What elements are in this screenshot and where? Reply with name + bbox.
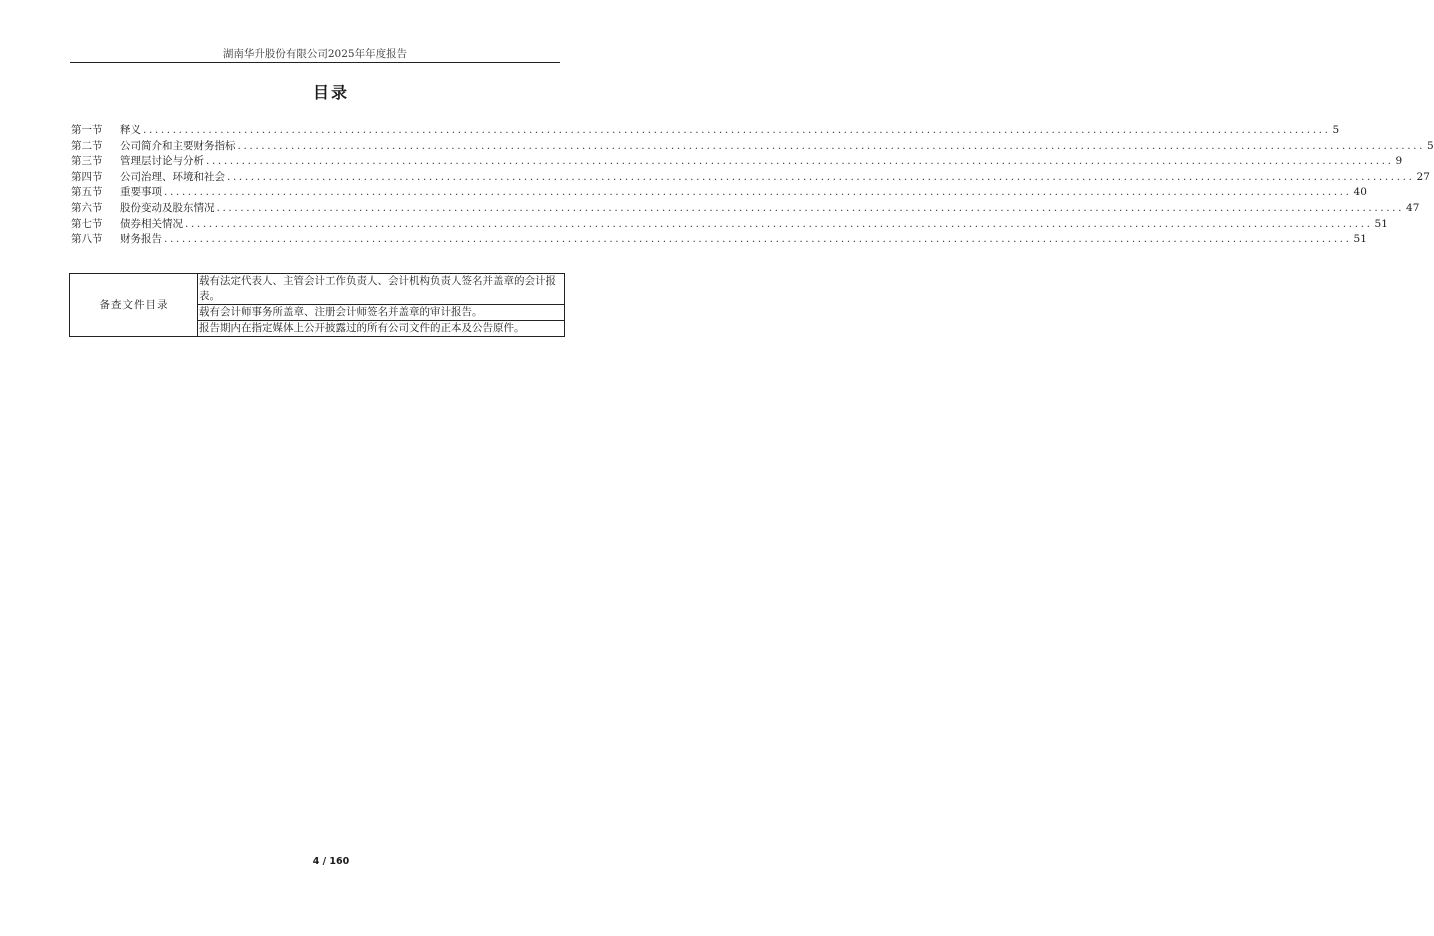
toc-entry[interactable] [71,217,1388,233]
header-rule [70,62,560,63]
toc-page-number: 5 [1332,124,1340,136]
toc-leader-dots: ........................................................................................................................................................................................................ [216,201,1405,214]
toc-leader-dots: ........................................................................................................................................................................................................ [237,139,1426,152]
toc-section-number: 第六节 [71,201,103,214]
toc-page-number: 27 [1416,170,1430,183]
toc-section-number: 第五节 [71,186,103,199]
toc-section-title: 公司治理、环境和社会 [120,170,225,183]
toc-leader-dots: ........................................................................................................................................................................................................ [185,217,1373,230]
toc-leader-dots: ........................................................................................................................................................................................................ [164,233,1352,246]
reference-documents-label: 备查文件目录 [70,274,198,337]
toc-leader-dots: ........................................................................................................................................................................................................ [164,186,1352,199]
table-of-contents [71,123,1434,248]
toc-entry[interactable] [71,154,1403,170]
toc-leader-dots: ........................................................................................................................................................................................................ [227,170,1415,183]
toc-section-title: 管理层讨论与分析 [120,155,204,168]
toc-page-number: 51 [1353,233,1367,246]
toc-section-number: 第一节 [71,124,103,136]
toc-section-number: 第二节 [71,139,103,152]
toc-entry[interactable] [71,185,1367,201]
toc-page-number: 47 [1406,201,1420,214]
toc-section-title: 释义 [120,124,141,136]
toc-entry[interactable] [71,232,1367,248]
toc-section-title: 公司简介和主要财务指标 [120,139,236,152]
toc-leader-dots: ........................................................................................................................................................................................................ [143,124,1331,136]
toc-entry[interactable] [71,123,1340,139]
toc-page-number: 9 [1395,155,1403,168]
toc-entry[interactable] [71,139,1434,155]
page-header: 湖南华升股份有限公司2025年年度报告 [222,48,408,60]
toc-page-number: 51 [1374,217,1388,230]
toc-page-number: 40 [1353,186,1367,199]
toc-section-title: 债券相关情况 [120,217,183,230]
toc-section-number: 第七节 [71,217,103,230]
reference-document-item: 报告期内在指定媒体上公开披露过的所有公司文件的正本及公告原件。 [198,321,565,337]
toc-entry[interactable] [71,201,1420,217]
toc-section-title: 财务报告 [120,233,162,246]
toc-section-number: 第三节 [71,155,103,168]
toc-leader-dots: ........................................................................................................................................................................................................ [206,155,1394,168]
toc-section-title: 重要事项 [120,186,162,199]
reference-document-item: 载有会计师事务所盖章、注册会计师签名并盖章的审计报告。 [198,305,565,321]
page-number: 4 / 160 [312,856,350,867]
reference-document-item: 载有法定代表人、主管会计工作负责人、会计机构负责人签名并盖章的会计报表。 [198,274,565,305]
page-title: 目录 [312,83,349,102]
toc-page-number: 5 [1427,139,1434,152]
reference-documents-table [69,273,565,337]
toc-entry[interactable] [71,170,1430,186]
toc-section-number: 第四节 [71,170,103,183]
toc-section-number: 第八节 [71,233,103,246]
toc-section-title: 股份变动及股东情况 [120,201,215,214]
